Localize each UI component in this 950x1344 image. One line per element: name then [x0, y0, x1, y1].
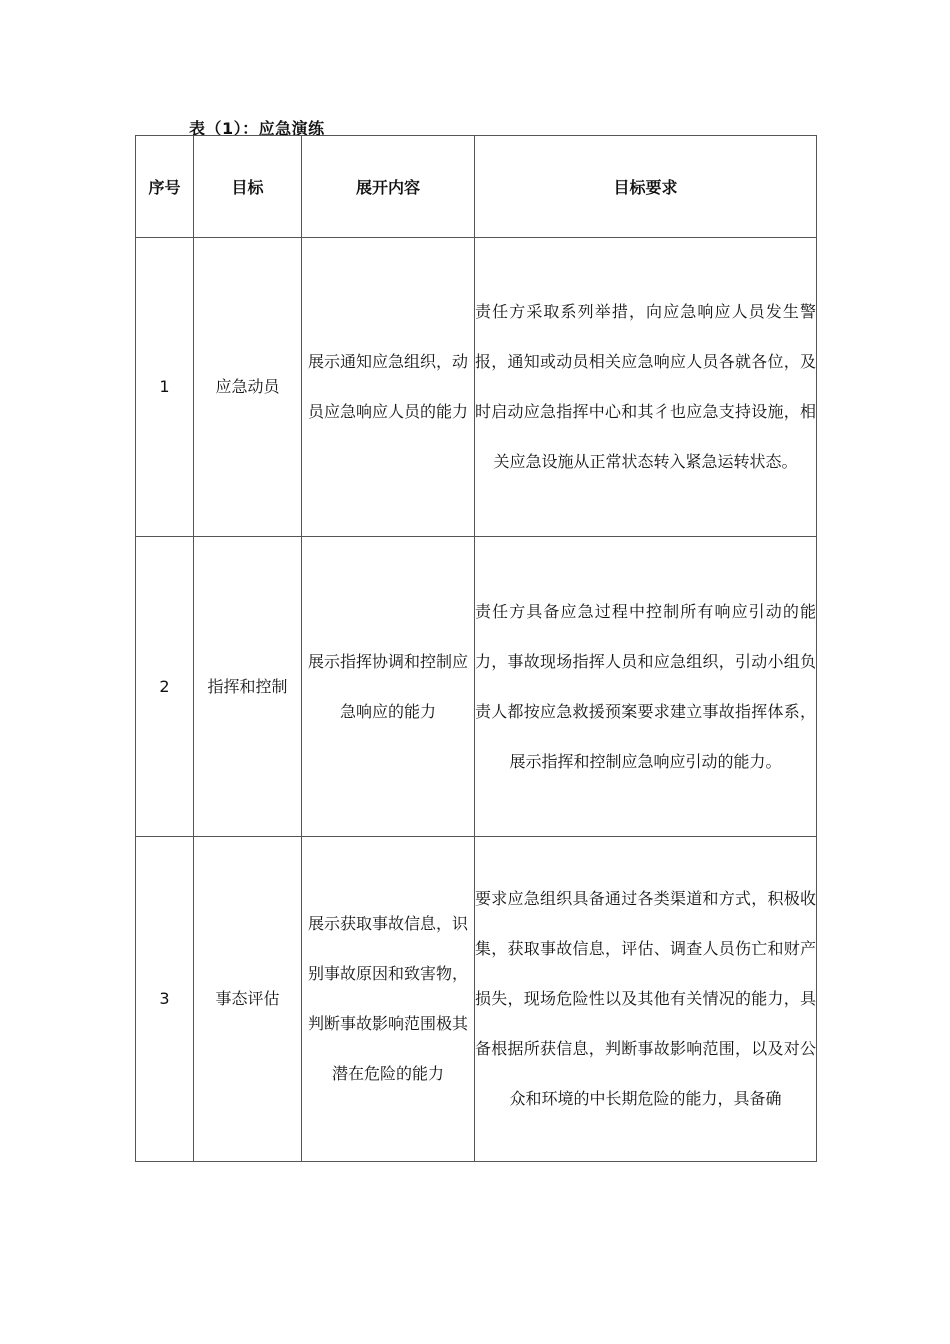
row-number: 3 — [136, 837, 194, 1162]
table-row — [136, 537, 817, 837]
table-header-row — [136, 136, 817, 238]
row-requirement: 责任方采取系列举措，向应急响应人员发生警报，通知或动员相关应急响应人员各就各位，及时启动应急指挥中心和其彳也应急支持设施，相关应急设施从正常状态转入紧急运转状态。 — [475, 238, 817, 537]
row-target-text: 事态评估 — [215, 989, 280, 1008]
header-content: 展开内容 — [302, 136, 475, 238]
row-number: 2 — [136, 537, 194, 837]
emergency-drill-table — [135, 135, 817, 1162]
row-target — [194, 238, 302, 537]
table-caption: 表（1）：应急演练 — [189, 119, 325, 138]
table-row — [136, 837, 817, 1162]
row-target-text: 应急动员 — [215, 377, 280, 396]
row-target-text: 指挥和控制 — [207, 676, 288, 696]
row-content: 展示通知应急组织，动员应急响应人员的能力 — [302, 238, 475, 537]
row-content: 展示指挥协调和控制应急响应的能力 — [302, 537, 475, 837]
header-requirement: 目标要求 — [475, 136, 817, 238]
row-target — [194, 837, 302, 1162]
row-content: 展示获取事故信息，识别事故原因和致害物，判断事故影响范围极其潜在危险的能力 — [302, 837, 475, 1162]
header-target: 目标 — [194, 136, 302, 238]
header-number: 序号 — [136, 136, 194, 238]
row-requirement: 要求应急组织具备通过各类渠道和方式，积极收集，获取事故信息，评估、调查人员伤亡和财产损失，现场危险性以及其他有关情况的能力，具备根据所获信息，判断事故影响范围，以及对公众和环境的中长期危险的能力，具备确 — [475, 837, 817, 1162]
table-row — [136, 238, 817, 537]
row-requirement: 责任方具备应急过程中控制所有响应引动的能力，事故现场指挥人员和应急组织，引动小组负责人都按应急救援预案要求建立事故指挥体系，展示指挥和控制应急响应引动的能力。 — [475, 537, 817, 837]
row-number: 1 — [136, 238, 194, 537]
row-target — [194, 537, 302, 837]
